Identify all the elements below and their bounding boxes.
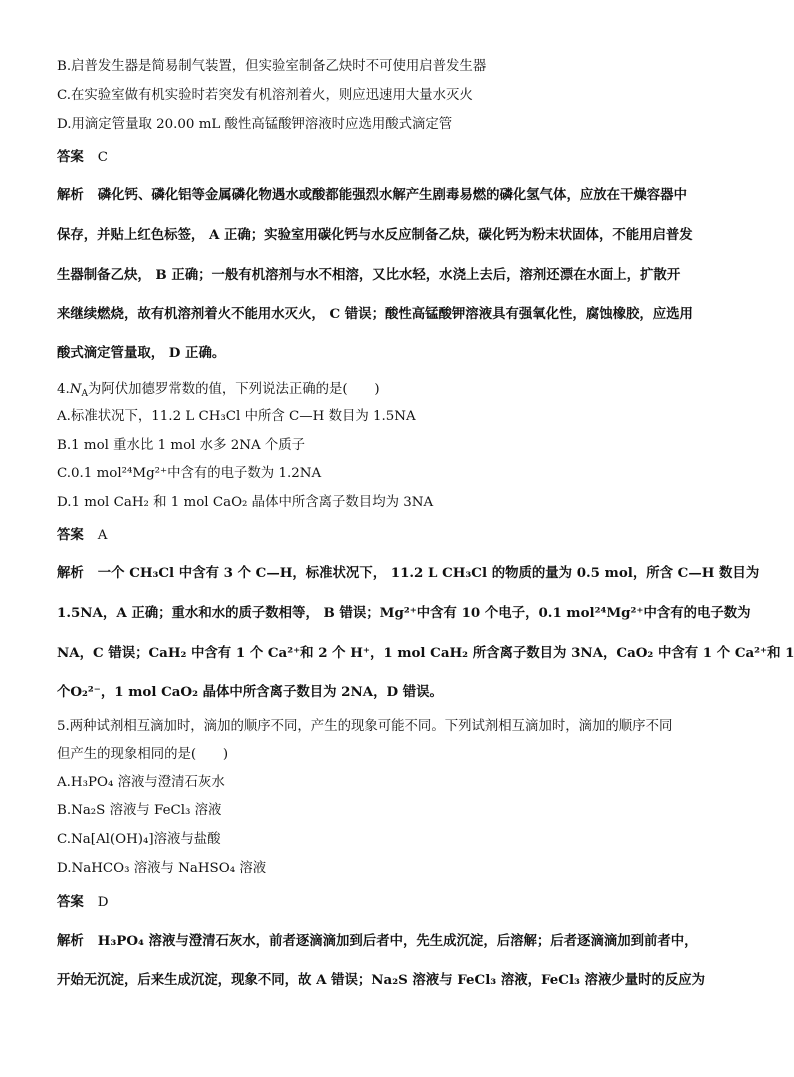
explanation-label: 解析 bbox=[57, 565, 84, 581]
q4-option-d: D.1 mol CaH₂ 和 1 mol CaO₂ 晶体中所含离子数目均为 3NA bbox=[57, 495, 434, 510]
answer-value: A bbox=[97, 528, 108, 543]
q3-option-d: D.用滴定管量取 20.00 mL 酸性高锰酸钾溶液时应选用酸式滴定管 bbox=[57, 117, 453, 132]
q3-answer bbox=[57, 148, 754, 167]
explanation-label: 解析 bbox=[57, 933, 84, 949]
q4-explanation-line-4: 个O₂²⁻，1 mol CaO₂ 晶体中所含离子数目为 2NA，D 错误。 bbox=[57, 684, 443, 700]
q5-stem-line-2: 但产生的现象相同的是( ) bbox=[57, 747, 229, 762]
q4-stem bbox=[57, 381, 754, 399]
q3-option-c: C.在实验室做有机实验时若突发有机溶剂着火，则应迅速用大量水灭火 bbox=[57, 88, 473, 103]
q4-option-b: B.1 mol 重水比 1 mol 水多 2NA 个质子 bbox=[57, 438, 306, 453]
q5-option-d: D.NaHCO₃ 溶液与 NaHSO₄ 溶液 bbox=[57, 861, 267, 876]
q4-option-c: C.0.1 mol²⁴Mg²⁺中含有的电子数为 1.2NA bbox=[57, 466, 322, 481]
q5-answer bbox=[57, 893, 754, 912]
na-symbol: N bbox=[69, 382, 82, 397]
q4-answer bbox=[57, 526, 754, 545]
q3-explanation-line-5: 酸式滴定管量取， D 正确。 bbox=[57, 345, 226, 361]
q3-explanation-line-3: 生器制备乙炔， B 正确；一般有机溶剂与水不相溶，又比水轻，水浇上去后，溶剂还漂在水面上，扩散开 bbox=[57, 267, 681, 283]
explanation-text: 磷化钙、磷化铝等金属磷化物遇水或酸都能强烈水解产生剧毒易燃的磷化氢气体，应放在干燥容器中 bbox=[97, 187, 687, 203]
answer-label: 答案 bbox=[57, 149, 84, 165]
q3-explanation-line-4: 来继续燃烧，故有机溶剂着火不能用水灭火， C 错误；酸性高锰酸钾溶液具有强氧化性，腐蚀橡胶，应选用 bbox=[57, 306, 693, 322]
q5-option-a: A.H₃PO₄ 溶液与澄清石灰水 bbox=[57, 775, 225, 790]
q3-explanation-line-2: 保存，并贴上红色标签， A 正确；实验室用碳化钙与水反应制备乙炔，碳化钙为粉末状固体，不能用启普发 bbox=[57, 227, 693, 243]
explanation-label: 解析 bbox=[57, 187, 84, 203]
q4-option-a: A.标准状况下，11.2 L CH₃Cl 中所含 C—H 数目为 1.5NA bbox=[57, 409, 416, 424]
q5-option-b: B.Na₂S 溶液与 FeCl₃ 溶液 bbox=[57, 803, 222, 818]
answer-label: 答案 bbox=[57, 527, 84, 543]
explanation-text: H₃PO₄ 溶液与澄清石灰水，前者逐滴滴加到后者中，先生成沉淀，后溶解；后者逐滴滴加到前者中， bbox=[97, 933, 698, 949]
answer-value: D bbox=[97, 895, 109, 910]
explanation-text: 一个 CH₃Cl 中含有 3 个 C—H，标准状况下， 11.2 L CH₃Cl 的物质的量为 0.5 mol，所含 C—H 数目为 bbox=[97, 565, 760, 581]
q4-explanation-line-3: NA，C 错误；CaH₂ 中含有 1 个 Ca²⁺和 2 个 H⁺，1 mol CaH₂ 所含离子数目为 3NA，CaO₂ 中含有 1 个 Ca²⁺和 1 bbox=[57, 645, 794, 661]
na-subscript: A bbox=[81, 389, 88, 399]
q3-option-b: B.启普发生器是简易制气装置，但实验室制备乙炔时不可使用启普发生器 bbox=[57, 59, 487, 74]
q5-stem-line-1: 5.两种试剂相互滴加时，滴加的顺序不同，产生的现象可能不同。下列试剂相互滴加时，滴加的顺序不同 bbox=[57, 719, 673, 734]
question-number: 4. bbox=[57, 382, 70, 397]
q4-explanation-line-2: 1.5NA，A 正确；重水和水的质子数相等， B 错误；Mg²⁺中含有 10 个电子，0.1 mol²⁴Mg²⁺中含有的电子数为 bbox=[57, 605, 751, 621]
q4-explanation-line-1 bbox=[57, 564, 760, 582]
question-stem-text: 为阿伏加德罗常数的值，下列说法正确的是( ) bbox=[88, 382, 380, 397]
answer-label: 答案 bbox=[57, 894, 84, 910]
q3-explanation-line-1 bbox=[57, 186, 754, 204]
answer-value: C bbox=[97, 150, 109, 165]
q5-explanation-line-1 bbox=[57, 932, 754, 950]
q5-explanation-line-2: 开始无沉淀，后来生成沉淀，现象不同，故 A 错误；Na₂S 溶液与 FeCl₃ 溶液，FeCl₃ 溶液少量时的反应为 bbox=[57, 972, 706, 988]
q5-option-c: C.Na[Al(OH)₄]溶液与盐酸 bbox=[57, 832, 221, 847]
